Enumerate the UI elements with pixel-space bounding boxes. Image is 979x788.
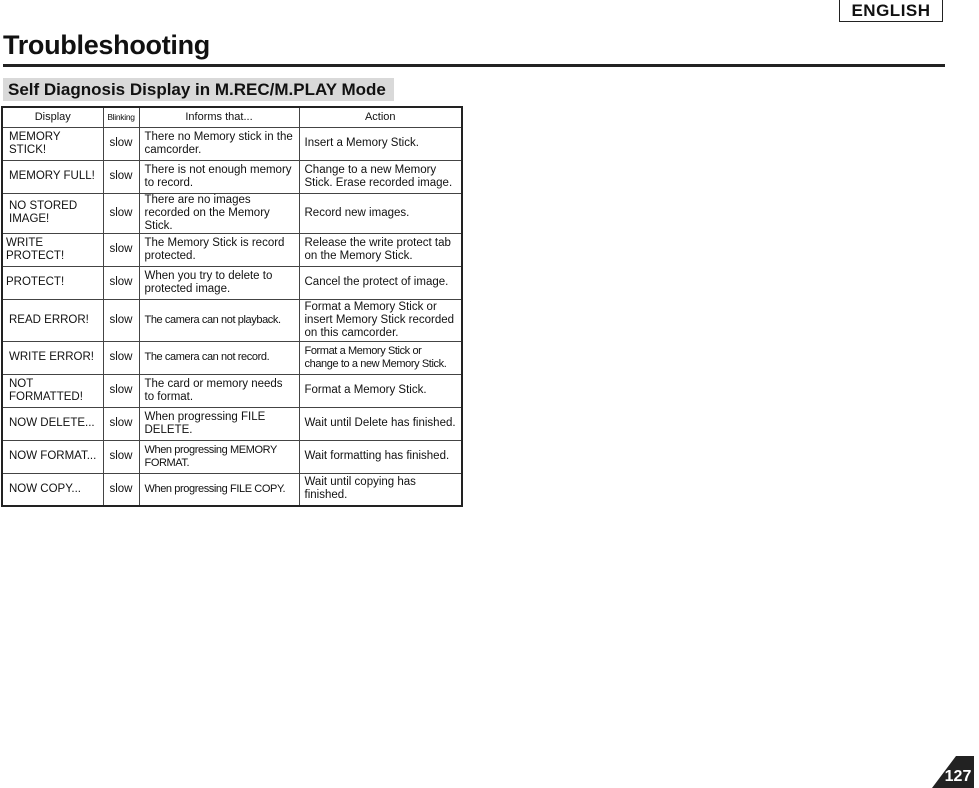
display-cell: NOW COPY... — [2, 473, 103, 506]
blinking-cell: slow — [103, 127, 139, 160]
action-cell: Wait until copying has finished. — [299, 473, 462, 506]
language-badge: ENGLISH — [839, 0, 943, 22]
column-header-action: Action — [299, 107, 462, 127]
action-cell: Change to a new Memory Stick. Erase recorded image. — [299, 160, 462, 193]
display-cell: MEMORY FULL! — [2, 160, 103, 193]
blinking-cell: slow — [103, 266, 139, 299]
informs-cell: There are no images recorded on the Memory Stick. — [139, 193, 299, 233]
table-row — [2, 440, 462, 473]
page-title: Troubleshooting — [3, 30, 210, 60]
informs-cell: When progressing MEMORY FORMAT. — [139, 440, 299, 473]
informs-cell: There no Memory stick in the camcorder. — [139, 127, 299, 160]
column-header-informs: Informs that... — [139, 107, 299, 127]
action-cell: Wait until Delete has finished. — [299, 407, 462, 440]
informs-cell: There is not enough memory to record. — [139, 160, 299, 193]
informs-cell: The camera can not playback. — [139, 299, 299, 341]
action-cell: Cancel the protect of image. — [299, 266, 462, 299]
table-row — [2, 127, 462, 160]
informs-cell: When you try to delete to protected image. — [139, 266, 299, 299]
display-cell: NOW FORMAT... — [2, 440, 103, 473]
blinking-cell: slow — [103, 473, 139, 506]
blinking-cell: slow — [103, 160, 139, 193]
self-diagnosis-table — [1, 106, 463, 507]
display-cell: PROTECT! — [2, 266, 103, 299]
table-row — [2, 299, 462, 341]
blinking-cell: slow — [103, 193, 139, 233]
column-header-blinking: Blinking — [103, 107, 139, 127]
action-cell: Release the write protect tab on the Memory Stick. — [299, 233, 462, 266]
display-cell: NOW DELETE... — [2, 407, 103, 440]
table-row — [2, 341, 462, 374]
action-cell: Format a Memory Stick. — [299, 374, 462, 407]
informs-cell: When progressing FILE COPY. — [139, 473, 299, 506]
table-header-row — [2, 107, 462, 127]
action-cell: Format a Memory Stick or insert Memory Stick recorded on this camcorder. — [299, 299, 462, 341]
page-number-label: 127 — [944, 768, 972, 785]
column-header-display: Display — [2, 107, 103, 127]
table-row — [2, 473, 462, 506]
table-row — [2, 160, 462, 193]
action-cell: Insert a Memory Stick. — [299, 127, 462, 160]
blinking-cell: slow — [103, 233, 139, 266]
table-row — [2, 374, 462, 407]
display-cell: MEMORY STICK! — [2, 127, 103, 160]
informs-cell: The card or memory needs to format. — [139, 374, 299, 407]
action-cell: Record new images. — [299, 193, 462, 233]
informs-cell: The Memory Stick is record protected. — [139, 233, 299, 266]
informs-cell: The camera can not record. — [139, 341, 299, 374]
table-row — [2, 266, 462, 299]
action-cell: Wait formatting has finished. — [299, 440, 462, 473]
display-cell: NO STORED IMAGE! — [2, 193, 103, 233]
table-row — [2, 193, 462, 233]
blinking-cell: slow — [103, 440, 139, 473]
blinking-cell: slow — [103, 299, 139, 341]
table-row — [2, 407, 462, 440]
display-cell: WRITE ERROR! — [2, 341, 103, 374]
page-number — [928, 756, 974, 788]
display-cell: NOT FORMATTED! — [2, 374, 103, 407]
action-cell: Format a Memory Stick or change to a new Memory Stick. — [299, 341, 462, 374]
blinking-cell: slow — [103, 407, 139, 440]
table-row — [2, 233, 462, 266]
informs-cell: When progressing FILE DELETE. — [139, 407, 299, 440]
section-heading: Self Diagnosis Display in M.REC/M.PLAY Mode — [3, 78, 394, 101]
display-cell: READ ERROR! — [2, 299, 103, 341]
display-cell: WRITE PROTECT! — [2, 233, 103, 266]
blinking-cell: slow — [103, 374, 139, 407]
title-divider — [3, 64, 945, 67]
blinking-cell: slow — [103, 341, 139, 374]
